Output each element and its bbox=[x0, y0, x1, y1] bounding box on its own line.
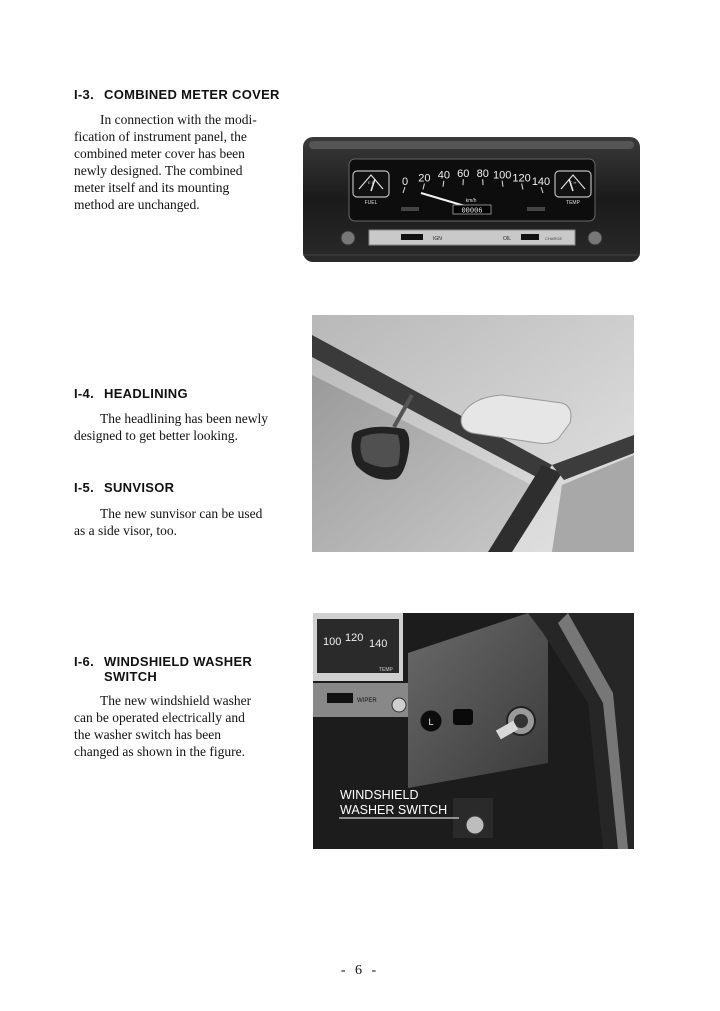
oil-lamp-label: OIL bbox=[503, 236, 512, 242]
tick-100: 100 bbox=[323, 636, 342, 648]
speed-tick-label: 20 bbox=[418, 172, 431, 185]
section-title: HEADLINING bbox=[104, 386, 188, 401]
speed-unit: km/h bbox=[465, 198, 477, 204]
wiper-label: WIPER bbox=[357, 698, 377, 704]
section-body-combined-meter-cover: In connection with the modi- fication of instrument panel, the combined meter cover has been newly designed. The combined meter itself and its mounting method are unchanged. bbox=[74, 112, 257, 212]
section-title: SUNVISOR bbox=[104, 480, 175, 495]
section-body-windshield-washer-switch: The new windshield washer can be operated electrically and the washer switch has been changed as shown in the figure. bbox=[74, 693, 252, 759]
ign-lamp-label: IGN bbox=[433, 236, 442, 242]
section-heading-combined-meter-cover bbox=[74, 87, 280, 102]
combined-meter-photo bbox=[303, 137, 640, 262]
page-number: - 6 - bbox=[340, 963, 380, 978]
section-heading-headlining bbox=[74, 386, 188, 401]
speed-tick-label: 60 bbox=[457, 168, 470, 181]
temp-gauge-scale: C H bbox=[569, 180, 577, 185]
temp-gauge-label: TEMP bbox=[566, 200, 580, 206]
section-title: COMBINED METER COVER bbox=[104, 87, 280, 102]
switch-letter: L bbox=[428, 717, 434, 727]
speed-tick-label: 80 bbox=[476, 168, 489, 181]
temp-label: TEMP bbox=[379, 667, 393, 673]
section-title-line1: WINDSHIELD WASHER bbox=[104, 654, 253, 669]
tick-140: 140 bbox=[369, 638, 388, 650]
section-number: I-5. bbox=[74, 480, 94, 495]
charge-lamp-label: CHARGE bbox=[545, 236, 563, 241]
section-number: I-6. bbox=[74, 654, 94, 669]
speed-tick-label: 120 bbox=[512, 172, 531, 185]
headlining-sunvisor-photo bbox=[312, 315, 634, 552]
speed-tick-label: 140 bbox=[531, 176, 551, 188]
section-title-line2: SWITCH bbox=[104, 669, 158, 684]
section-body-headlining: The headlining has been newly designed to get better looking. bbox=[74, 411, 268, 443]
section-number: I-4. bbox=[74, 386, 94, 401]
speed-tick-label: 100 bbox=[492, 169, 512, 182]
section-heading-sunvisor bbox=[74, 480, 174, 495]
caption-line2: WASHER SWITCH bbox=[340, 803, 448, 817]
washer-switch-photo bbox=[313, 613, 634, 849]
odometer: 00006 bbox=[461, 207, 483, 216]
fuel-gauge-scale: E F bbox=[367, 180, 375, 185]
caption-line1: WINDSHIELD bbox=[340, 788, 419, 802]
section-heading-windshield-washer-switch bbox=[74, 654, 252, 684]
fuel-gauge-label: FUEL bbox=[364, 200, 378, 206]
speed-tick-label: 40 bbox=[437, 169, 450, 182]
section-body-sunvisor: The new sunvisor can be used as a side visor, too. bbox=[74, 506, 263, 538]
tick-120: 120 bbox=[345, 632, 364, 644]
speed-tick-label: 0 bbox=[401, 176, 409, 188]
section-number: I-3. bbox=[74, 87, 94, 102]
